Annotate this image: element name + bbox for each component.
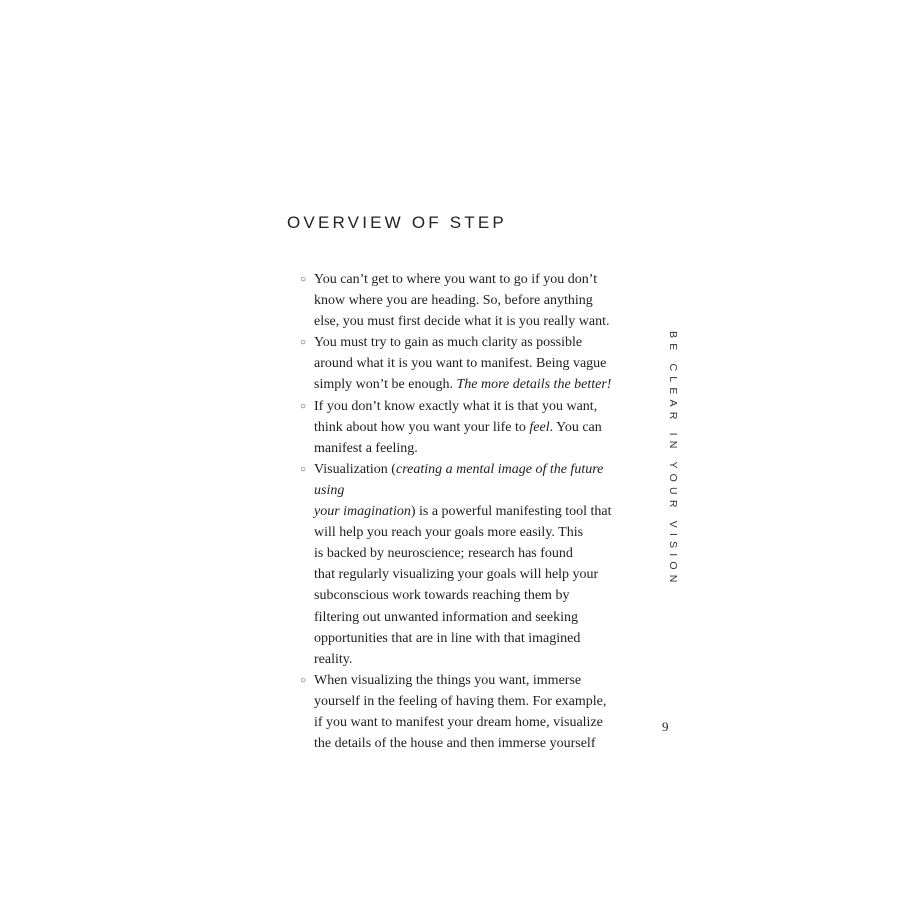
bullet-text: . You can: [549, 419, 602, 435]
section-heading: OVERVIEW OF STEP: [287, 213, 507, 232]
bullet-text: subconscious work towards reaching them by: [314, 588, 570, 604]
bullet-text: if you want to manifest your dream home, visualize: [314, 714, 603, 730]
bullet-item-1: [300, 269, 620, 332]
bullet-text: manifest a feeling.: [314, 440, 418, 456]
bullet-text: You must try to gain as much clarity as possible: [314, 335, 583, 351]
bullet-circle-icon: ○: [300, 274, 307, 285]
bullet-list: [300, 269, 620, 754]
bullet-circle-icon: ○: [300, 400, 307, 412]
bullet-circle-icon: ○: [300, 337, 307, 349]
bullet-text: reality.: [314, 651, 353, 667]
bullet-text: Visualization (: [314, 461, 396, 477]
bullet-text: When visualizing the things you want, immerse: [314, 672, 582, 688]
bullet-text: If you don’t know exactly what it is that you want,: [314, 398, 598, 414]
bullet-italic-text: creating a mental image of the future using: [314, 461, 604, 498]
bullet-text: filtering out unwanted information and seeking: [314, 609, 578, 625]
bullet-text: yourself in the feeling of having them. For example,: [314, 693, 607, 709]
bullet-text: else, you must first decide what it is you really want.: [314, 314, 610, 330]
bullet-italic-text: feel: [529, 419, 550, 435]
bullet-item-4: [300, 459, 620, 670]
bullet-circle-icon: ○: [300, 674, 307, 686]
bullet-item-3: [300, 396, 620, 459]
bullet-text: that regularly visualizing your goals will help your: [314, 567, 599, 583]
bullet-text: is backed by neuroscience; research has found: [314, 546, 573, 562]
bullet-italic-text: your imagination: [314, 504, 411, 520]
bullet-italic-text: The more details the better!: [456, 377, 612, 393]
bullet-text: You can’t get to where you want to go if you don’t: [314, 272, 598, 287]
bullet-text: will help you reach your goals more easily. This: [314, 525, 584, 541]
running-chapter-title: BE CLEAR IN YOUR VISION: [667, 331, 679, 588]
bullet-text: the details of the house and then immerse yourself: [314, 736, 596, 752]
bullet-text: think about how you want your life to: [314, 419, 530, 435]
page-number: 9: [662, 719, 669, 734]
bullet-circle-icon: ○: [300, 463, 307, 475]
bullet-text: around what it is you want to manifest. Being vague: [314, 356, 607, 372]
bullet-item-5: [300, 670, 620, 754]
bullet-item-2: [300, 332, 620, 395]
bullet-text: ) is a powerful manifesting tool that: [410, 504, 612, 520]
bullet-text: simply won’t be enough.: [314, 377, 457, 393]
bullet-text: know where you are heading. So, before anything: [314, 293, 593, 309]
bullet-text: opportunities that are in line with that imagined: [314, 630, 581, 646]
